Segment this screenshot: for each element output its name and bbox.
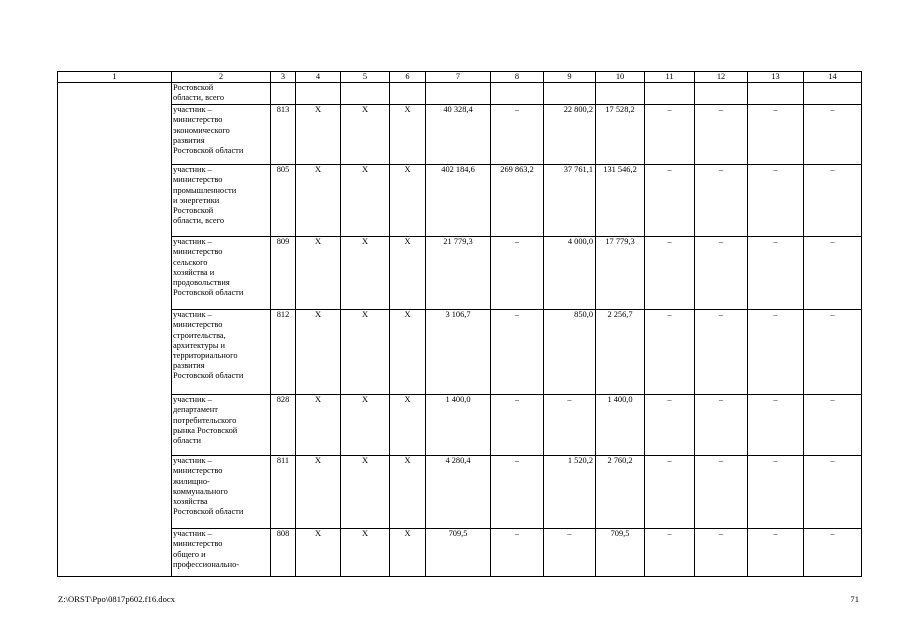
cell: – xyxy=(748,456,804,529)
column-header: 10 xyxy=(596,72,645,83)
cell: Х xyxy=(296,310,341,395)
code-cell: 812 xyxy=(271,310,296,395)
budget-table xyxy=(57,71,862,577)
cell xyxy=(390,83,426,105)
cell: Х xyxy=(341,165,390,237)
code-cell: 805 xyxy=(271,165,296,237)
cell: – xyxy=(645,310,695,395)
cell: 17 528,2 xyxy=(596,105,645,165)
cell: Х xyxy=(341,310,390,395)
cell: – xyxy=(491,456,544,529)
cell xyxy=(296,83,341,105)
cell: Х xyxy=(341,456,390,529)
column-header: 13 xyxy=(748,72,804,83)
participant-name: участник – министерство промышленности и энергетики Ростовской области, всего xyxy=(172,165,271,237)
cell: Х xyxy=(390,529,426,577)
cell xyxy=(748,83,804,105)
column-header: 2 xyxy=(172,72,271,83)
cell: 4 000,0 xyxy=(544,237,596,310)
table-row xyxy=(58,165,862,237)
cell: Х xyxy=(296,237,341,310)
cell: – xyxy=(804,456,862,529)
cell xyxy=(695,83,748,105)
column-header: 8 xyxy=(491,72,544,83)
total-cell: 4 280,4 xyxy=(426,456,491,529)
cell xyxy=(804,83,862,105)
cell: Х xyxy=(296,165,341,237)
column-header: 9 xyxy=(544,72,596,83)
cell: – xyxy=(645,456,695,529)
cell: – xyxy=(695,456,748,529)
code-cell: 813 xyxy=(271,105,296,165)
cell: – xyxy=(695,529,748,577)
column-header: 6 xyxy=(390,72,426,83)
table-row xyxy=(58,456,862,529)
cell: 850,0 xyxy=(544,310,596,395)
cell: – xyxy=(695,105,748,165)
cell: Х xyxy=(390,456,426,529)
cell: Х xyxy=(390,310,426,395)
cell: 2 256,7 xyxy=(596,310,645,395)
cell: 2 760,2 xyxy=(596,456,645,529)
cell: – xyxy=(695,237,748,310)
cell xyxy=(491,83,544,105)
column-header: 4 xyxy=(296,72,341,83)
column-header: 12 xyxy=(695,72,748,83)
cell: – xyxy=(748,237,804,310)
cell: – xyxy=(544,395,596,456)
cell: – xyxy=(491,237,544,310)
cell xyxy=(341,83,390,105)
cell: Х xyxy=(390,105,426,165)
column-header: 1 xyxy=(58,72,172,83)
table-row xyxy=(58,529,862,577)
page-number: 71 xyxy=(850,594,859,604)
table-row xyxy=(58,105,862,165)
column-header: 3 xyxy=(271,72,296,83)
total-cell: 709,5 xyxy=(426,529,491,577)
cell: 1 400,0 xyxy=(596,395,645,456)
cell: Х xyxy=(390,237,426,310)
cell: 709,5 xyxy=(596,529,645,577)
cell: – xyxy=(748,165,804,237)
total-cell: 3 106,7 xyxy=(426,310,491,395)
cell: – xyxy=(491,395,544,456)
code-cell: 811 xyxy=(271,456,296,529)
file-path-footer: Z:\ORST\Ppo\0817p602.f16.docx xyxy=(58,594,175,604)
cell: Х xyxy=(390,395,426,456)
cell: – xyxy=(804,529,862,577)
participant-name: участник – министерство экономического развития Ростовской области xyxy=(172,105,271,165)
cell: – xyxy=(804,237,862,310)
cell xyxy=(544,83,596,105)
table-row xyxy=(58,83,862,105)
total-cell: 40 328,4 xyxy=(426,105,491,165)
participant-name: участник – министерство строительства, архитектуры и территориального развития Ростовской области xyxy=(172,310,271,395)
cell: – xyxy=(544,529,596,577)
cell: – xyxy=(748,395,804,456)
cell: – xyxy=(645,165,695,237)
cell xyxy=(596,83,645,105)
cell: – xyxy=(748,529,804,577)
table-row xyxy=(58,237,862,310)
cell: – xyxy=(491,310,544,395)
total-cell: 21 779,3 xyxy=(426,237,491,310)
cell: – xyxy=(695,310,748,395)
cell: – xyxy=(804,105,862,165)
code-cell: 808 xyxy=(271,529,296,577)
cell: Х xyxy=(341,529,390,577)
cell: 269 863,2 xyxy=(491,165,544,237)
cell: – xyxy=(645,529,695,577)
cell: – xyxy=(804,165,862,237)
cell: – xyxy=(695,395,748,456)
cell: Х xyxy=(341,395,390,456)
cell: Х xyxy=(341,237,390,310)
cell: – xyxy=(748,105,804,165)
column-header: 11 xyxy=(645,72,695,83)
column-header: 5 xyxy=(341,72,390,83)
cell: 37 761,1 xyxy=(544,165,596,237)
cell: 1 520,2 xyxy=(544,456,596,529)
cell xyxy=(645,83,695,105)
participant-name: участник – министерство общего и профессионально- xyxy=(172,529,271,577)
cell: Х xyxy=(296,105,341,165)
cell: 22 800,2 xyxy=(544,105,596,165)
total-cell xyxy=(426,83,491,105)
cell: – xyxy=(804,310,862,395)
code-cell: 809 xyxy=(271,237,296,310)
cell: Х xyxy=(390,165,426,237)
cell: – xyxy=(645,395,695,456)
cell: – xyxy=(645,105,695,165)
cell: – xyxy=(645,237,695,310)
table-row xyxy=(58,395,862,456)
column-header: 7 xyxy=(426,72,491,83)
merged-empty-cell xyxy=(58,83,172,577)
cell: – xyxy=(804,395,862,456)
budget-table-container xyxy=(57,71,861,577)
cell: Х xyxy=(296,529,341,577)
cell: Х xyxy=(296,395,341,456)
participant-name: участник – министерство сельского хозяйства и продовольствия Ростовской области xyxy=(172,237,271,310)
cell: – xyxy=(695,165,748,237)
participant-name: участник – министерство жилищно- коммунального хозяйства Ростовской области xyxy=(172,456,271,529)
participant-name: участник – департамент потребительского рынка Ростовской области xyxy=(172,395,271,456)
total-cell: 1 400,0 xyxy=(426,395,491,456)
code-cell xyxy=(271,83,296,105)
cell: – xyxy=(491,529,544,577)
table-header-row xyxy=(58,72,862,83)
total-cell: 402 184,6 xyxy=(426,165,491,237)
cell: Х xyxy=(296,456,341,529)
table-row xyxy=(58,310,862,395)
participant-name: Ростовской области, всего xyxy=(172,83,271,105)
cell: Х xyxy=(341,105,390,165)
code-cell: 828 xyxy=(271,395,296,456)
column-header: 14 xyxy=(804,72,862,83)
cell: 17 779,3 xyxy=(596,237,645,310)
cell: – xyxy=(491,105,544,165)
cell: – xyxy=(748,310,804,395)
cell: 131 546,2 xyxy=(596,165,645,237)
